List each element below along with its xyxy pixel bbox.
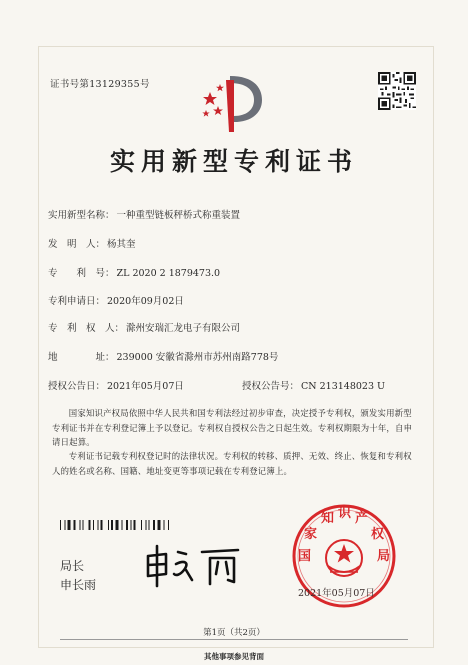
barcode-bar bbox=[153, 520, 155, 530]
barcode-bar bbox=[89, 520, 91, 530]
barcode-bar bbox=[93, 520, 94, 530]
field-value: 2021年05月07日 bbox=[107, 381, 184, 392]
field-label: 授权公告号： bbox=[242, 381, 300, 392]
body-paragraph-2: 专利证书记载专利权登记时的法律状况。专利权的转移、质押、无效、终止、恢复和专利权人的姓名或名称、国籍、地址变更等事项记载在专利登记簿上。 bbox=[52, 451, 412, 476]
field-label: 授权公告日： bbox=[48, 381, 106, 392]
field-value: 2020年09月02日 bbox=[107, 296, 184, 307]
seal-char: 产 bbox=[355, 511, 369, 526]
barcode-bar bbox=[98, 520, 99, 530]
handwritten-signature bbox=[140, 540, 250, 590]
field-address bbox=[48, 349, 278, 363]
seal-char: 权 bbox=[371, 527, 385, 542]
page-title: 实用新型专利证书 bbox=[109, 147, 358, 176]
field-label: 地 址： bbox=[48, 352, 115, 363]
seal-char: 识 bbox=[338, 506, 352, 521]
seal-char: 国 bbox=[298, 549, 312, 564]
cnipa-logo-icon bbox=[196, 70, 266, 134]
barcode-bar bbox=[68, 520, 71, 530]
barcode-bar bbox=[65, 520, 66, 530]
barcode-bar bbox=[158, 520, 161, 530]
field-announce-no bbox=[242, 378, 385, 392]
field-value: 239000 安徽省滁州市苏州南路778号 bbox=[116, 352, 279, 363]
field-value: ZL 2020 2 1879473.0 bbox=[116, 268, 221, 279]
field-label: 专 利 号： bbox=[48, 268, 115, 279]
seal-char: 知 bbox=[321, 511, 335, 526]
field-label: 发 明 人： bbox=[48, 239, 106, 250]
barcode-bar bbox=[126, 520, 128, 530]
barcode-bar bbox=[131, 520, 132, 530]
barcode-bar bbox=[164, 520, 165, 530]
signatory-title: 局长 bbox=[60, 559, 85, 573]
barcode-bar bbox=[108, 520, 109, 530]
barcode-bar bbox=[141, 520, 142, 530]
field-value: CN 213148023 U bbox=[301, 381, 386, 392]
field-value: 一种重型链板秤桥式称重装置 bbox=[116, 210, 241, 221]
barcode-bar bbox=[80, 520, 81, 530]
seal-date: 2021年05月07日 bbox=[298, 588, 375, 599]
body-paragraph-1: 国家知识产权局依照中华人民共和国专利法经过初步审查，决定授予专利权，颁发实用新型专利证书并在专利登记簿上予以登记。专利权自授权公告之日起生效。专利权期限为十年，自申请日起算。 bbox=[52, 408, 413, 447]
barcode-icon bbox=[60, 520, 204, 530]
barcode-bar bbox=[83, 520, 84, 530]
barcode-bar bbox=[168, 520, 169, 530]
certificate-number: 证书号第13129355号 bbox=[50, 79, 150, 90]
field-label: 专利申请日： bbox=[48, 296, 106, 307]
field-patent-no bbox=[48, 265, 220, 279]
seal-char: 局 bbox=[377, 549, 391, 564]
seal-char: 家 bbox=[304, 527, 318, 542]
barcode-bar bbox=[122, 520, 123, 530]
field-label: 实用新型名称： bbox=[48, 210, 115, 221]
field-announce-date bbox=[48, 378, 184, 392]
footer-divider bbox=[60, 639, 408, 640]
field-patentee bbox=[48, 320, 240, 334]
field-utility-model-name bbox=[48, 207, 240, 221]
barcode-bar bbox=[60, 520, 61, 530]
field-label: 专 利 权 人： bbox=[48, 323, 125, 334]
signatory-name: 申长雨 bbox=[60, 578, 97, 592]
qr-code-icon bbox=[378, 72, 416, 110]
barcode-bar bbox=[146, 520, 147, 530]
barcode-bar bbox=[74, 520, 76, 530]
page-number: 第1页（共2页） bbox=[203, 628, 265, 638]
field-value: 滁州安瑞汇龙电子有限公司 bbox=[126, 323, 241, 334]
barcode-bar bbox=[116, 520, 119, 530]
field-inventor bbox=[48, 236, 136, 250]
barcode-bar bbox=[111, 520, 113, 530]
barcode-bar bbox=[134, 520, 136, 530]
field-filing-date bbox=[48, 293, 184, 307]
barcode-bar bbox=[149, 520, 150, 530]
field-value: 杨其奎 bbox=[107, 239, 136, 250]
barcode-bar bbox=[101, 520, 103, 530]
footer-note: 其他事项参见背面 bbox=[204, 652, 264, 661]
